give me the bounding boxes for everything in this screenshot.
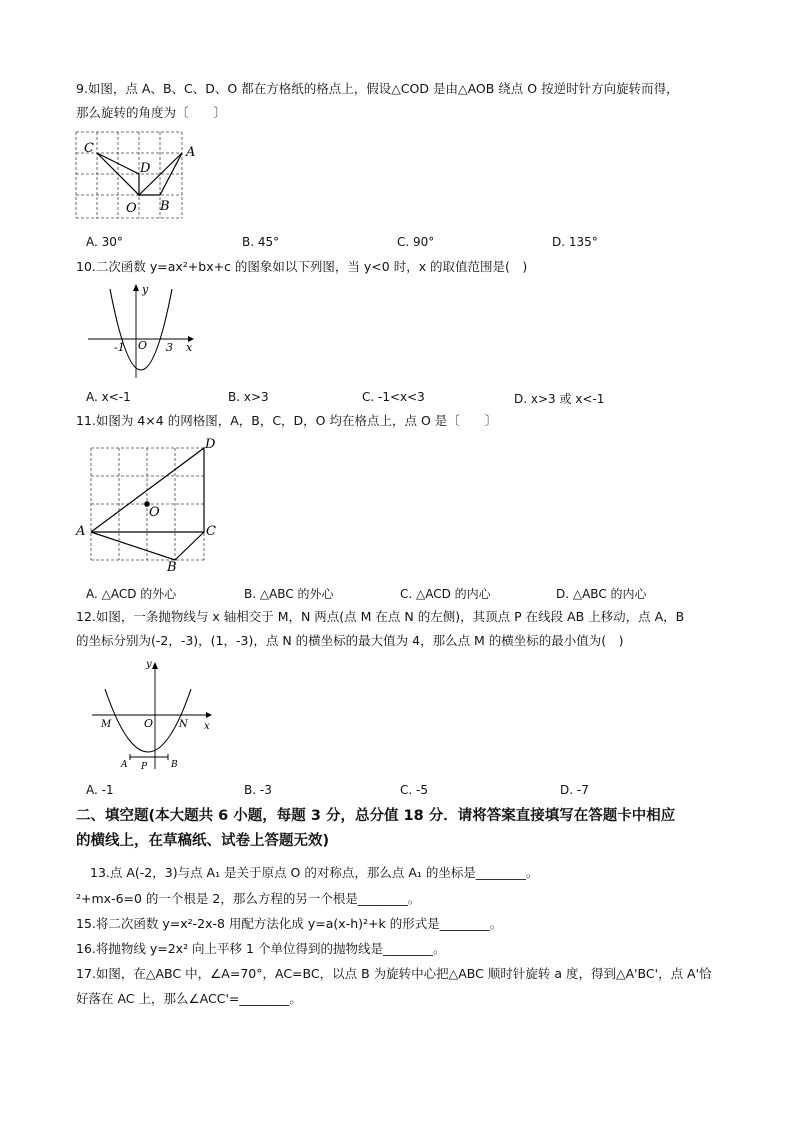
q10-option-a[interactable]: A. x<-1 bbox=[86, 390, 131, 404]
q12-text-line2: 的坐标分别为(-2，-3)，(1，-3)，点 N 的横坐标的最大值为 4，那么点 M 的横坐标的最小值为( ) bbox=[76, 633, 624, 648]
q11-label-c: C bbox=[206, 524, 216, 539]
q9-label-o: O bbox=[126, 201, 137, 216]
q15-text: 15.将二次函数 y=x²-2x-8 用配方法化成 y=a(x-h)²+k 的形式是________。 bbox=[76, 916, 503, 931]
q11-label-o: O bbox=[149, 505, 160, 520]
q9-label-b: B bbox=[160, 199, 170, 214]
q11-label-d: D bbox=[205, 437, 216, 452]
q10-label-origin: O bbox=[138, 339, 148, 352]
q9-option-d[interactable]: D. 135° bbox=[552, 235, 598, 249]
q11-option-a[interactable]: A. △ACD 的外心 bbox=[86, 587, 177, 601]
q9-text-line2: 那么旋转的角度为〔 〕 bbox=[76, 105, 227, 120]
q9-figure bbox=[76, 132, 196, 222]
q12-label-p: P bbox=[141, 762, 148, 772]
q14-text: ²+mx-6=0 的一个根是 2，那么方程的另一个根是________。 bbox=[76, 891, 421, 906]
q12-label-m: M bbox=[101, 719, 112, 730]
q12-label-x: x bbox=[204, 721, 210, 732]
section2-title-line2: 的横线上，在草稿纸、试卷上答题无效) bbox=[76, 833, 330, 849]
q11-label-a: A bbox=[76, 524, 86, 539]
q12-label-b: B bbox=[171, 760, 178, 770]
q17-text-line1: 17.如图，在△ABC 中，∠A=70°，AC=BC，以点 B 为旋转中心把△ABC 顺时针旋转 a 度，得到△A'BC'，点 A'恰 bbox=[76, 966, 712, 981]
q10-option-d[interactable]: D. x>3 或 x<-1 bbox=[514, 392, 605, 406]
q12-option-c[interactable]: C. -5 bbox=[400, 783, 428, 797]
q10-label-minus1: -1 bbox=[114, 341, 125, 354]
q11-option-c[interactable]: C. △ACD 的内心 bbox=[400, 587, 491, 601]
q16-text: 16.将抛物线 y=2x² 向上平移 1 个单位得到的抛物线是________。 bbox=[76, 941, 446, 956]
q9-label-c: C bbox=[84, 141, 94, 156]
q12-label-n: N bbox=[179, 719, 188, 730]
q9-label-a: A bbox=[186, 145, 196, 160]
q12-label-y: y bbox=[146, 659, 152, 670]
q9-label-d: D bbox=[140, 161, 151, 176]
q9-text-line1: 9.如图，点 A、B、C、D、O 都在方格纸的格点上，假设△COD 是由△AOB 绕点 O 按逆时针方向旋转而得， bbox=[76, 81, 679, 96]
q10-label-y: y bbox=[142, 283, 149, 296]
q12-label-a: A bbox=[121, 760, 128, 770]
q10-text-line1: 10.二次函数 y=ax²+bx+c 的图象如以下列图，当 y<0 时，x 的取值范围是( ) bbox=[76, 259, 528, 274]
q12-option-d[interactable]: D. -7 bbox=[560, 783, 589, 797]
q9-option-b[interactable]: B. 45° bbox=[242, 235, 280, 249]
q12-text-line1: 12.如图，一条抛物线与 x 轴相交于 M，N 两点(点 M 在点 N 的左侧)，其顶点 P 在线段 AB 上移动，点 A，B bbox=[76, 609, 685, 624]
q12-figure bbox=[90, 657, 220, 772]
q17-text-line2: 好落在 AC 上，那么∠ACC'=________。 bbox=[76, 991, 302, 1006]
q12-label-o: O bbox=[144, 717, 154, 730]
q9-option-c[interactable]: C. 90° bbox=[397, 235, 435, 249]
q11-label-b: B bbox=[167, 560, 177, 575]
q10-label-x: x bbox=[186, 341, 193, 354]
section2-title-line1: 二、填空题(本大题共 6 小题，每题 3 分，总分值 18 分．请将答案直接填写在答题卡中相应 bbox=[76, 808, 676, 824]
q11-option-d[interactable]: D. △ABC 的内心 bbox=[556, 587, 647, 601]
q12-option-b[interactable]: B. -3 bbox=[244, 783, 272, 797]
q10-option-b[interactable]: B. x>3 bbox=[228, 390, 269, 404]
q9-option-a[interactable]: A. 30° bbox=[86, 235, 123, 249]
q10-option-c[interactable]: C. -1<x<3 bbox=[362, 390, 425, 404]
q11-text-line1: 11.如图为 4×4 的网格图，A，B，C，D，O 均在格点上，点 O 是〔 〕 bbox=[76, 413, 498, 428]
q11-figure bbox=[76, 437, 226, 575]
q10-figure bbox=[88, 283, 198, 378]
q11-option-b[interactable]: B. △ABC 的外心 bbox=[244, 587, 334, 601]
q10-label-3: 3 bbox=[166, 341, 173, 354]
q13-text: 13.点 A(-2，3)与点 A₁ 是关于原点 O 的对称点，那么点 A₁ 的坐标是________。 bbox=[90, 865, 539, 880]
q12-option-a[interactable]: A. -1 bbox=[86, 783, 114, 797]
